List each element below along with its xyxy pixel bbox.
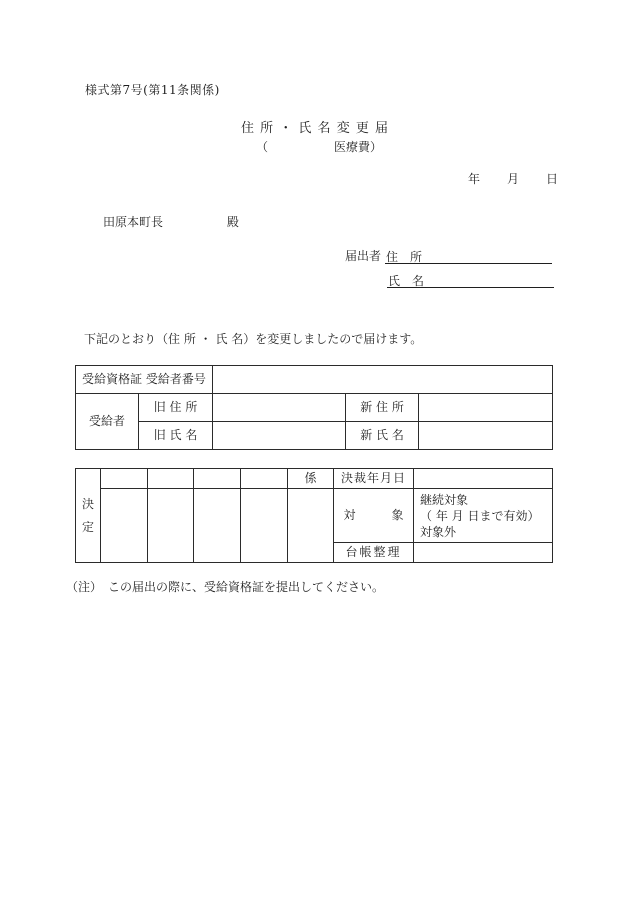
decision-label: 決定 [81, 496, 94, 534]
table-row [76, 422, 553, 450]
old-name-label: 旧 氏 名 [139, 422, 213, 450]
notifier-name-row [387, 272, 554, 288]
old-name-value-cell [213, 422, 346, 450]
stamp-box-3 [194, 489, 241, 563]
old-address-label: 旧 住 所 [139, 394, 213, 422]
decision-table [75, 468, 553, 563]
form-number: 様式第7号(第11条関係) [85, 83, 220, 97]
stamp-box-4 [241, 489, 288, 563]
stamp-header-cell-1 [101, 469, 148, 489]
date-line [468, 170, 558, 187]
new-address-label: 新 住 所 [346, 394, 419, 422]
notifier-name-field [387, 272, 554, 288]
notifier-address-field [385, 248, 552, 264]
old-address-value-cell [213, 394, 346, 422]
new-name-value-cell [419, 422, 553, 450]
addressee-line [103, 213, 239, 230]
decision-label-cell [76, 469, 101, 563]
target-option-continued: 継続対象 [420, 492, 469, 507]
clerk-label: 係 [288, 469, 334, 489]
table-row [76, 489, 553, 543]
recipient-table [75, 365, 553, 450]
notifier-label: 届出者 [345, 249, 382, 263]
new-name-label: 新 氏 名 [346, 422, 419, 450]
new-address-value-cell [419, 394, 553, 422]
recipient-label: 受給者 [76, 394, 139, 450]
table-row [76, 394, 553, 422]
cert-number-label: 受給資格証 受給者番号 [76, 366, 213, 394]
stamp-header-cell-3 [194, 469, 241, 489]
target-label: 対 象 [334, 489, 414, 543]
table-row [76, 469, 553, 489]
form-subtitle [0, 138, 630, 154]
note-text: （注） この届出の際に、受給資格証を提出してください。 [66, 580, 385, 594]
day-label: 日 [546, 172, 559, 186]
stamp-header-cell-2 [148, 469, 194, 489]
year-label: 年 [468, 172, 481, 186]
statement-text: 下記のとおり（住 所 ・ 氏 名）を変更しましたので届けます。 [84, 332, 423, 346]
stamp-box-1 [101, 489, 148, 563]
ledger-label: 台帳整理 [334, 543, 414, 563]
honorific-label: 殿 [226, 215, 239, 229]
stamp-header-cell-4 [241, 469, 288, 489]
ledger-value-cell [414, 543, 553, 563]
table-row [76, 366, 553, 394]
target-options-cell [414, 489, 553, 543]
form-title: 住 所 ・ 氏 名 変 更 届 [241, 121, 389, 136]
approval-date-value-cell [414, 469, 553, 489]
name-label: 氏 名 [388, 274, 425, 288]
medical-expense-label: 医療費） [334, 140, 383, 154]
notifier-address-row [345, 247, 552, 264]
address-label: 住 所 [386, 250, 423, 264]
addressee-name: 田原本町長 [103, 215, 164, 229]
target-option-excluded: 対象外 [420, 524, 457, 539]
approval-date-label: 決裁年月日 [334, 469, 414, 489]
target-option-validity: （ 年 月 日まで有効） [420, 508, 540, 523]
cert-number-value-cell [213, 366, 553, 394]
stamp-box-2 [148, 489, 194, 563]
stamp-box-5 [288, 489, 334, 563]
subtitle-open-paren: （ [256, 140, 269, 154]
month-label: 月 [507, 172, 520, 186]
